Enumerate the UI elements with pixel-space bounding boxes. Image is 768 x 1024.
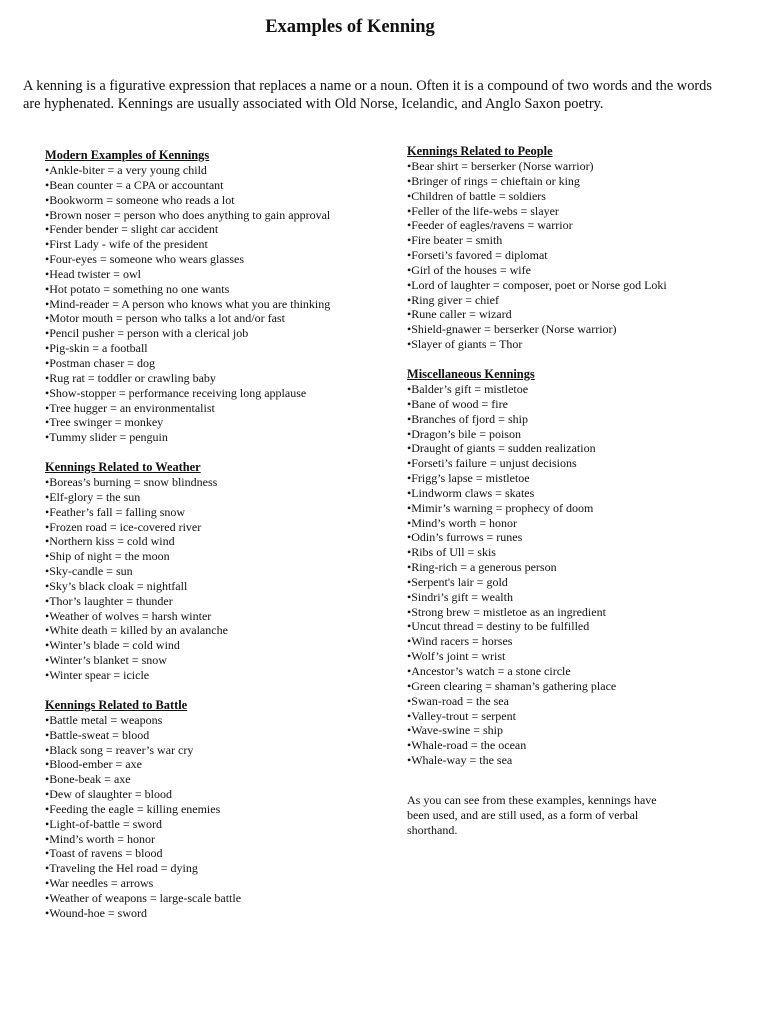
section-modern-examples-of-kennings [45,148,385,445]
list-item: •Feeding the eagle = killing enemies [45,801,221,816]
list-item: •Mimir’s warning = prophecy of doom [407,500,594,515]
list-item: •Dew of slaughter = blood [45,787,172,802]
list-item: •War needles = arrows [45,876,154,891]
list-item: •Bone-beak = axe [45,772,131,787]
list-item: •Frigg’s lapse = mistletoe [407,471,530,486]
list-item: •Girl of the houses = wife [407,262,531,277]
list-item: •Odin’s furrows = runes [407,530,523,545]
section-heading: Miscellaneous Kennings [407,366,535,381]
list-item: •Battle metal = weapons [45,712,163,727]
list-item: •Hot potato = something no one wants [45,281,230,296]
closing-paragraph: As you can see from these examples, kennings have been used, and are still used, as a form of verbal shorthand. [407,792,657,837]
list-item: •Lord of laughter = composer, poet or Norse god Loki [407,277,667,292]
kenning-list [45,475,385,683]
list-item: •Ship of night = the moon [45,549,170,564]
list-item: •Sky-candle = sun [45,564,133,579]
list-item: •Wind racers = horses [407,634,513,649]
list-item: •Motor mouth = person who talks a lot and/or fast [45,311,285,326]
list-item: •Toast of ravens = blood [45,846,163,861]
list-item: •Lindworm claws = skates [407,485,535,500]
list-item: •Thor’s laughter = thunder [45,593,173,608]
list-item: •Sky’s black cloak = nightfall [45,578,188,593]
list-item: •Pencil pusher = person with a clerical job [45,326,249,341]
list-item: •Head twister = owl [45,266,141,281]
list-item: •Forseti’s favored = diplomat [407,248,548,263]
list-item: •Rune caller = wizard [407,307,512,322]
list-item: •Wave-swine = ship [407,723,503,738]
list-item: •Bookworm = someone who reads a lot [45,192,235,207]
kenning-list [45,713,385,921]
list-item: •Ancestor’s watch = a stone circle [407,664,571,678]
list-item: •Blood-ember = axe [45,757,142,772]
title-wrapper [0,17,700,38]
list-item: •Elf-glory = the sun [45,489,141,504]
list-item: •Wound-hoe = sword [45,905,147,920]
list-item: •Valley-trout = serpent [407,708,516,723]
list-item: •Battle-sweat = blood [45,727,150,742]
list-item: •Feather’s fall = falling snow [45,504,186,519]
list-item: •Whale-road = the ocean [407,738,527,753]
list-item: •Winter’s blanket = snow [45,653,167,668]
intro-paragraph: A kenning is a figurative expression that replaces a name or a noun. Often it is a compound of two words and the words are hyphenated. Kennings are usually associated with Old Norse, Icelandic, and Anglo Saxon poetry. [23,78,712,112]
section-heading: Kennings Related to Battle [45,697,188,712]
list-item: •Forseti’s failure = unjust decisions [407,456,577,471]
list-item: •Wolf’s joint = wrist [407,649,506,664]
list-item: •Shield-gnawer = berserker (Norse warrior) [407,322,617,337]
list-item: •Bean counter = a CPA or accountant [45,177,224,192]
list-item: •Four-eyes = someone who wears glasses [45,252,245,267]
section-heading: Modern Examples of Kennings [45,148,210,162]
list-item: •Feller of the life-webs = slayer [407,203,559,218]
list-item: •Weather of wolves = harsh winter [45,608,212,623]
list-item: •Pig-skin = a football [45,341,148,356]
section-kennings-related-to-weather [45,460,385,683]
list-item: •Mind’s worth = honor [407,515,517,530]
section-heading: Kennings Related to People [407,144,553,158]
list-item: •Bear shirt = berserker (Norse warrior) [407,159,594,173]
list-item: •Light-of-battle = sword [45,816,162,831]
right-sections [407,144,707,768]
list-item: •Bane of wood = fire [407,396,508,411]
section-kennings-related-to-battle [45,698,385,921]
page-title: Examples of Kenning [265,17,435,37]
section-heading: Kennings Related to Weather [45,460,201,475]
list-item: •Postman chaser = dog [45,355,155,370]
list-item: •Uncut thread = destiny to be fulfilled [407,619,590,634]
list-item: •Winter spear = icicle [45,668,150,682]
list-item: •Weather of weapons = large-scale battle [45,890,242,905]
list-item: •Serpent's lair = gold [407,574,508,589]
list-item: •Tummy slider = penguin [45,430,168,445]
list-item: •Ribs of Ull = skis [407,545,496,560]
list-item: •Green clearing = shaman’s gathering place [407,678,617,693]
section-miscellaneous-kennings [407,367,707,768]
list-item: •Show-stopper = performance receiving long applause [45,385,307,400]
list-item: •Whale-way = the sea [407,753,513,768]
list-item: •Brown noser = person who does anything to gain approval [45,207,331,222]
list-item: •Ring-rich = a generous person [407,560,557,575]
list-item: •Feeder of eagles/ravens = warrior [407,218,573,233]
kenning-list [407,159,707,352]
list-item: •Strong brew = mistletoe as an ingredient [407,604,606,619]
kenning-list [45,163,385,445]
list-item: •Branches of fjord = ship [407,411,528,426]
list-item: •First Lady - wife of the president [45,237,208,252]
list-item: •Northern kiss = cold wind [45,534,175,549]
list-item: •Swan-road = the sea [407,693,509,708]
list-item: •Balder’s gift = mistletoe [407,381,529,396]
list-item: •Children of battle = soldiers [407,188,546,203]
right-column [407,144,707,850]
list-item: •Fender bender = slight car accident [45,222,219,237]
section-kennings-related-to-people [407,144,707,352]
list-item: •Frozen road = ice-covered river [45,519,202,534]
left-column [45,148,385,936]
list-item: •Fire beater = smith [407,233,503,248]
list-item: •Winter’s blade = cold wind [45,638,180,653]
list-item: •Black song = reaver’s war cry [45,742,194,757]
list-item: •Tree hugger = an environmentalist [45,400,215,415]
list-item: •Boreas’s burning = snow blindness [45,475,218,490]
list-item: •Mind-reader = A person who knows what you are thinking [45,296,331,311]
kenning-list [407,382,707,768]
list-item: •Sindri’s gift = wealth [407,589,513,604]
list-item: •Traveling the Hel road = dying [45,861,198,876]
list-item: •Rug rat = toddler or crawling baby [45,370,216,385]
list-item: •Ring giver = chief [407,292,499,307]
list-item: •Draught of giants = sudden realization [407,441,596,456]
list-item: •Mind’s worth = honor [45,831,155,846]
list-item: •White death = killed by an avalanche [45,623,228,638]
list-item: •Slayer of giants = Thor [407,337,523,352]
list-item: •Dragon’s bile = poison [407,426,521,441]
list-item: •Ankle-biter = a very young child [45,163,207,177]
list-item: •Bringer of rings = chieftain or king [407,173,580,188]
list-item: •Tree swinger = monkey [45,415,164,430]
